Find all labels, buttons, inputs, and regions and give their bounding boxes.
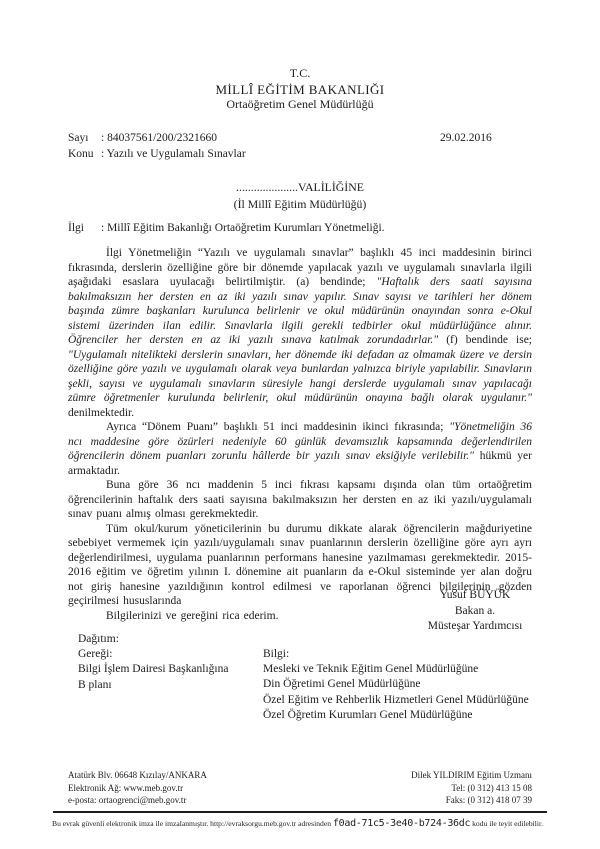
verification-code: f0ad-71c5-3e40-b724-36dc	[332, 818, 471, 829]
p2-run-normal: hükmü yer armaktadır.	[68, 450, 532, 477]
bilgi-item: Özel Öğretim Kurumları Genel Müdürlüğüne	[263, 708, 473, 721]
p1-run-italic: "Uygulamalı nitelikteki derslerin sınavları, her dönemde iki defadan az olmamak üzere ve dersin özelliğine göre yazılı ve uygulamalı olarak veya bunlardan yalnızca biriyle yapılabilir. Sınavların şekli, sayısı ve uygulamalı sınavların süresiyle hangi derslerde uygulamalı sınav yapılacağı zümre öğretmenler kurulunda belirlenir, okul müdürünün onayına bağlı olarak uygulanır."	[68, 348, 532, 404]
konu-value: : Yazılı ve Uygulamalı Sınavlar	[101, 148, 246, 160]
footer-email: e-posta: ortaogrenci@meb.gov.tr	[68, 795, 187, 805]
footer-contact-block	[411, 769, 532, 807]
p2-run-italic: "Yönetmeliğin 36 ncı maddesine göre özürleri nedeniyle 60 günlük devamsızlık kapsamında değerlendirilen öğrencilerin dönem puanları zorunlu hâllerde bir yazılı sınav eksiğiyle verilebilir."	[68, 421, 533, 462]
distribution-right	[263, 647, 529, 723]
bilgi-item: Din Öğretimi Genel Müdürlüğüne	[263, 678, 421, 691]
paragraph-4: Tüm okul/kurum yöneticilerinin bu durumu dikkate alarak öğrencilerin mağduriyetine sebebiyet vermemek için yazılı/uygulamalı sınav puanlarının derslerin özelliğine göre ayrı ayrı değerlendirilmesi, uygulama puanlarının performans hanesine yazılmaması gerekmektedir. 2015-2016 eğitim ve öğretim yılının I. dönemine ait puanların da e-Okul sisteminde yer alan doğru not giriş hanesine yazıldığının kontrol edilmesi ve raporlanan öğrenci bilgilerinin gözden geçirilmesi hususlarında	[68, 522, 532, 607]
verification-suffix: kodu ile teyit edilebilir.	[470, 819, 543, 828]
document-meta	[68, 130, 532, 162]
letterhead-ministry: MİLLÎ EĞİTİM BAKANLIĞI	[215, 81, 385, 97]
ilgi-label: İlgi	[68, 222, 84, 234]
recipient-subline: (İl Millî Eğitim Müdürlüğü)	[233, 196, 367, 211]
footer-contact-name: Dilek YILDIRIM Eğitim Uzmanı	[411, 770, 532, 780]
p1-run-normal: (f) bendinde ise;	[446, 334, 532, 346]
distribution-header: Dağıtım:	[78, 633, 119, 645]
paragraph-1	[68, 246, 532, 420]
bilgi-item: Özel Eğitim ve Rehberlik Hizmetleri Genel Müdürlüğüne	[263, 693, 529, 706]
ilgi-value: : Millî Eğitim Bakanlığı Ortaöğretim Kurumları Yönetmeliği.	[101, 222, 385, 234]
konu-line	[68, 146, 532, 162]
bilgi-header: Bilgi:	[263, 648, 290, 660]
geregi-header: Gereği:	[78, 648, 113, 661]
distribution-left	[78, 632, 228, 693]
signer-name: Yusuf BÜYÜK	[439, 589, 511, 601]
letter-body	[68, 246, 532, 623]
footer-fax: Faks: (0 312) 418 07 39	[445, 795, 532, 805]
sayi-value: : 84037561/200/2321660	[101, 132, 217, 144]
p1-run-italic: "Haftalık ders saati sayısına bakılmaksızın her dersten en az iki yazılı sınav yapılır. Sınav sayısı ve tarihleri her dönem başında zümre başkanları kurulunca belirlenir ve okul müdürünün onayından sonra e-Okul sistemi üzerinden ilan edilir. Sınavlarla ilgili gerekli tedbirler okul müdürlüğünce alınır. Öğrenciler her dersten en az iki yazılı sınava katılmak zorundadırlar."	[68, 276, 532, 346]
footer-tel: Tel: (0 312) 413 15 08	[451, 782, 532, 793]
document-date: 29.02.2016	[440, 132, 492, 144]
geregi-item: B planı	[78, 678, 112, 691]
p1-run-normal: denilmektedir.	[68, 406, 135, 419]
footer-address: Atatürk Blv. 06648 Kızılay/ANKARA	[68, 770, 207, 780]
letterhead-tc: T.C.	[289, 66, 311, 80]
konu-label: Konu	[68, 148, 94, 160]
paragraph-3: Buna göre 36 ncı maddenin 5 inci fıkrası kapsamı dışında olan tüm ortaöğretim öğrencilerinin haftalık ders saati sayısına bakılmaksızın her dersten en az iki yazılı/uygulamalı sınav puanı almış olması gerekmektedir.	[68, 479, 532, 520]
recipient-block	[0, 179, 600, 212]
footer-address-block	[68, 769, 207, 807]
recipient-line: .....................VALİLİĞİNE	[236, 180, 364, 194]
geregi-item: Bilgi İşlem Dairesi Başkanlığına	[78, 663, 229, 676]
signature-block	[360, 588, 590, 635]
footer-network: Elektronik Ağ: www.meb.gov.tr	[68, 782, 184, 793]
signer-title-1: Bakan a.	[454, 604, 496, 617]
sayi-line	[68, 130, 532, 146]
paragraph-2	[68, 420, 532, 478]
verification-line	[52, 818, 562, 829]
p2-run-normal: Ayrıca “Dönem Puanı” başlıklı 51 inci maddesinin ikinci fıkrasında;	[106, 421, 450, 433]
signer-title-2: Müsteşar Yardımcısı	[427, 620, 523, 632]
sayi-label: Sayı	[68, 132, 89, 144]
paragraph-closing: Bilgilerinizi ve gereğini rica ederim.	[106, 609, 279, 622]
bilgi-item: Mesleki ve Teknik Eğitim Genel Müdürlüğüne	[263, 663, 479, 676]
letterhead-directorate: Ortaöğretim Genel Müdürlüğü	[226, 97, 374, 111]
verification-prefix: Bu evrak güvenli elektronik imza ile imzalanmıştır. http://evraksorgu.meb.gov.tr adresinden	[52, 819, 333, 828]
p1-run-normal: İlgi Yönetmeliğin “Yazılı ve uygulamalı sınavlar” başlıklı 45 inci maddesinin birinci fıkrasında, derslerin özelliğine göre bir dönemde yapılacak yazılı ve uygulamalı sınavlarla ilgili aşağıdaki esaslara uyulacağı belirtilmiştir. (a) bendinde;	[68, 247, 532, 288]
ilgi-line	[68, 222, 532, 234]
letterhead	[0, 66, 600, 113]
footer-divider	[53, 811, 547, 813]
